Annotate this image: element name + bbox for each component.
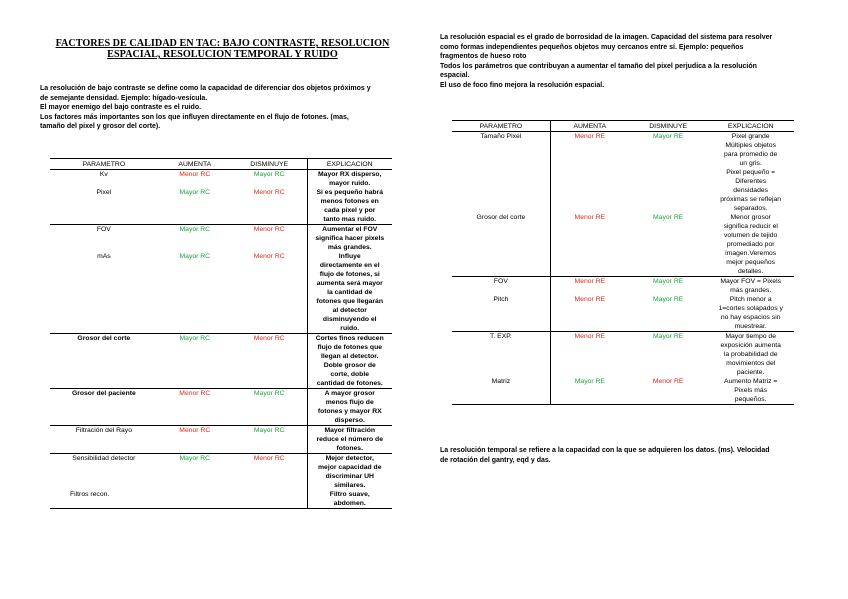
table-row: mAs Mayor RC Menor RC Influye directamente en el flujo de fotones, si aumenta será mayor la cantidad de fotones que llegarán al detector disminuyendo el ruido. bbox=[50, 252, 392, 334]
header-up: AUMENTA bbox=[550, 121, 629, 132]
spatial-resolution-table bbox=[452, 120, 794, 405]
temporal-resolution-paragraph: La resolución temporal se refiere a la capacidad con la que se adquieren los datos. (ms). Velocidad de rotación del gantry, eqd y das. bbox=[440, 447, 770, 464]
table-row: Sensibilidad detector Mayor RC Menor RC Mejor detector, mejor capacidad de discriminar UH similares. bbox=[50, 454, 392, 491]
table-row: Pixel Mayor RC Menor RC Si es pequeño habrá menos fotones en cada pixel y por tanto mas ruido. bbox=[50, 188, 392, 225]
table-row: Filtración del Rayo Menor RC Mayor RC Mayor filtración reduce el número de fotones. bbox=[50, 426, 392, 454]
header-exp: EXPLICACION bbox=[307, 159, 392, 170]
header-down: DISMINUYE bbox=[629, 121, 707, 132]
table-row: Grosor del paciente Menor RC Mayor RC A mayor grosor menos flujo de fotones y mayor RX disperso. bbox=[50, 389, 392, 426]
table-row: T. EXP. Menor RE Mayor RE Mayor tiempo de exposición aumenta la probabilidad de movimientos del paciente. bbox=[452, 332, 794, 378]
table-row: Kv Menor RC Mayor RC Mayor RX disperso, mayor ruido. bbox=[50, 170, 392, 189]
spatial-resolution-paragraph: La resolución espacial es el grado de borrosidad de la imagen. Capacidad del sistema para resolver como formas independientes pequeños objetos muy cercanos entre sí. Ejemplo: pequeños fragmentos de hueso roto Todos los parámetros que contribuyan a aumentar el tamaño del pixel perjudica a la resolución espacial. El uso de foco fino mejora la resolución espacial. bbox=[440, 34, 773, 89]
low-contrast-paragraph: La resolución de bajo contraste se define como la capacidad de diferenciar dos objetos próximos y de semejante densidad. Ejemplo: hígado-vesícula. El mayor enemigo del bajo contraste es el ruido. Los factores más importantes son los que influyen directamente en el flujo de fotones. (mas, tamaño del pixel y grosor del corte). bbox=[40, 85, 371, 131]
table-row: FOV Menor RE Mayor RE Mayor FOV = Pixels más grandes. bbox=[452, 277, 794, 296]
header-param: PARAMETRO bbox=[452, 121, 550, 132]
table-header bbox=[452, 121, 794, 132]
table-row: Tamaño Pixel Menor RE Mayor RE Pixel grande Múltiples objetos para promedio de un gris. Pixel pequeño = Diferentes densidades próximas se reflejan separados. bbox=[480, 133, 782, 212]
table-row: FOV Mayor RC Menor RC Aumentar el FOV significa hacer pixels más grandes. bbox=[50, 225, 392, 253]
page-title: FACTORES DE CALIDAD EN TAC: BAJO CONTRASTE, RESOLUCION ESPACIAL, RESOLUCION TEMPORAL Y RUIDO bbox=[55, 38, 390, 60]
low-contrast-table bbox=[50, 158, 392, 509]
table-row: Matriz Mayor RE Menor RE Aumento Matriz = Pixels más pequeños. bbox=[452, 377, 794, 405]
header-down: DISMINUYE bbox=[232, 159, 307, 170]
table-row: Pitch Menor RE Mayor RE Pitch menor a 1=cortes solapados y no hay espacios sin muestrear. bbox=[493, 296, 783, 330]
table-header bbox=[50, 159, 392, 170]
table-row: Grosor del corte Menor RE Mayor RE Menor grosor significa reducir el volumen de tejido promediado por imagen.Veremos mejor pequeños detalles. bbox=[476, 214, 778, 275]
table-row: Filtros recon. Filtro suave, abdomen. bbox=[50, 490, 392, 509]
header-exp: EXPLICACION bbox=[707, 121, 794, 132]
table-row: Grosor del corte Mayor RC Menor RC Cortes finos reducen flujo de fotones que llegan al detector. Doble grosor de corte, doble cantidad de fotones. bbox=[50, 334, 392, 389]
header-up: AUMENTA bbox=[158, 159, 232, 170]
header-param: PARAMETRO bbox=[50, 159, 158, 170]
